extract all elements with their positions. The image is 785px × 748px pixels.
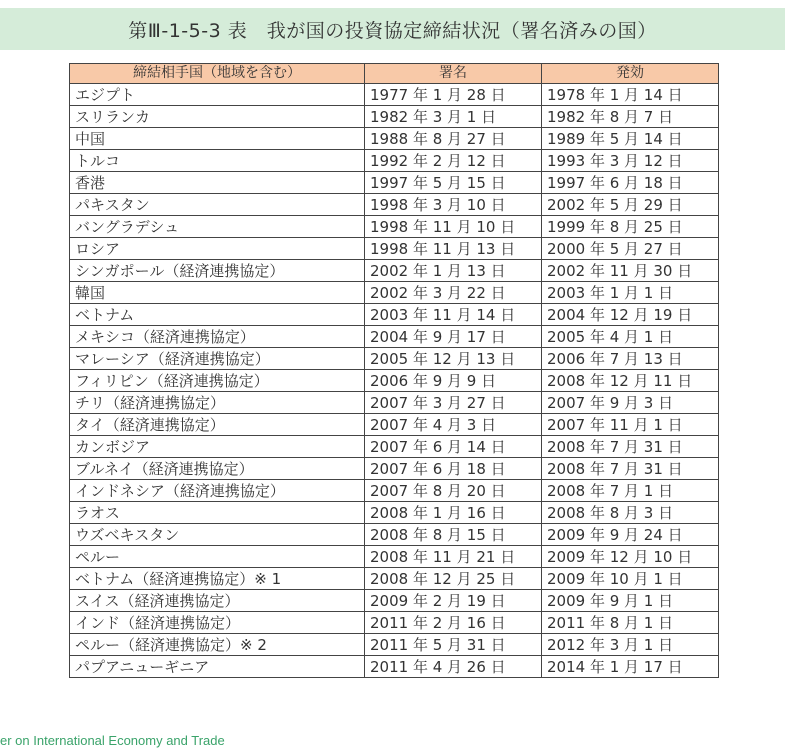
table-row xyxy=(70,326,719,348)
table-row xyxy=(70,634,719,656)
partner-cell: ベトナム xyxy=(70,304,365,326)
column-header-signed: 署名 xyxy=(365,64,542,84)
partner-cell: シンガポール（経済連携協定） xyxy=(70,260,365,282)
table-row xyxy=(70,458,719,480)
signed-date-cell: 2007 年 6 月 14 日 xyxy=(365,436,542,458)
investment-agreements-table xyxy=(69,63,719,678)
signed-date-cell: 2011 年 2 月 16 日 xyxy=(365,612,542,634)
partner-cell: マレーシア（経済連携協定） xyxy=(70,348,365,370)
effective-date-cell: 2006 年 7 月 13 日 xyxy=(542,348,719,370)
signed-date-cell: 2007 年 6 月 18 日 xyxy=(365,458,542,480)
column-header-partner: 締結相手国（地域を含む） xyxy=(70,64,365,84)
table-row xyxy=(70,392,719,414)
effective-date-cell: 2008 年 8 月 3 日 xyxy=(542,502,719,524)
effective-date-cell: 2009 年 12 月 10 日 xyxy=(542,546,719,568)
signed-date-cell: 2011 年 4 月 26 日 xyxy=(365,656,542,678)
partner-cell: フィリピン（経済連携協定） xyxy=(70,370,365,392)
signed-date-cell: 1992 年 2 月 12 日 xyxy=(365,150,542,172)
table-row xyxy=(70,480,719,502)
effective-date-cell: 2004 年 12 月 19 日 xyxy=(542,304,719,326)
signed-date-cell: 2007 年 8 月 20 日 xyxy=(365,480,542,502)
signed-date-cell: 1998 年 3 月 10 日 xyxy=(365,194,542,216)
table-row xyxy=(70,524,719,546)
table-row xyxy=(70,568,719,590)
signed-date-cell: 2004 年 9 月 17 日 xyxy=(365,326,542,348)
table-row xyxy=(70,502,719,524)
effective-date-cell: 2008 年 7 月 31 日 xyxy=(542,436,719,458)
signed-date-cell: 2002 年 3 月 22 日 xyxy=(365,282,542,304)
table-row xyxy=(70,172,719,194)
partner-cell: チリ（経済連携協定） xyxy=(70,392,365,414)
table-row xyxy=(70,150,719,172)
table-row xyxy=(70,612,719,634)
table-row xyxy=(70,414,719,436)
table-header-row xyxy=(70,64,719,84)
effective-date-cell: 2008 年 12 月 11 日 xyxy=(542,370,719,392)
effective-date-cell: 2012 年 3 月 1 日 xyxy=(542,634,719,656)
effective-date-cell: 1993 年 3 月 12 日 xyxy=(542,150,719,172)
effective-date-cell: 1982 年 8 月 7 日 xyxy=(542,106,719,128)
partner-cell: ブルネイ（経済連携協定） xyxy=(70,458,365,480)
effective-date-cell: 2007 年 9 月 3 日 xyxy=(542,392,719,414)
table-row xyxy=(70,128,719,150)
partner-cell: バングラデシュ xyxy=(70,216,365,238)
partner-cell: カンボジア xyxy=(70,436,365,458)
effective-date-cell: 2000 年 5 月 27 日 xyxy=(542,238,719,260)
effective-date-cell: 2009 年 10 月 1 日 xyxy=(542,568,719,590)
effective-date-cell: 2008 年 7 月 1 日 xyxy=(542,480,719,502)
title-band xyxy=(0,8,785,50)
partner-cell: パキスタン xyxy=(70,194,365,216)
column-header-effective: 発効 xyxy=(542,64,719,84)
partner-cell: 香港 xyxy=(70,172,365,194)
table-row xyxy=(70,546,719,568)
effective-date-cell: 1978 年 1 月 14 日 xyxy=(542,84,719,106)
partner-cell: インド（経済連携協定） xyxy=(70,612,365,634)
signed-date-cell: 2007 年 3 月 27 日 xyxy=(365,392,542,414)
effective-date-cell: 2014 年 1 月 17 日 xyxy=(542,656,719,678)
signed-date-cell: 2008 年 1 月 16 日 xyxy=(365,502,542,524)
effective-date-cell: 1999 年 8 月 25 日 xyxy=(542,216,719,238)
effective-date-cell: 2011 年 8 月 1 日 xyxy=(542,612,719,634)
effective-date-cell: 2009 年 9 月 1 日 xyxy=(542,590,719,612)
partner-cell: 中国 xyxy=(70,128,365,150)
signed-date-cell: 2003 年 11 月 14 日 xyxy=(365,304,542,326)
signed-date-cell: 2011 年 5 月 31 日 xyxy=(365,634,542,656)
table-row xyxy=(70,590,719,612)
table-body xyxy=(70,84,719,678)
partner-cell: ペルー（経済連携協定）※ 2 xyxy=(70,634,365,656)
partner-cell: タイ（経済連携協定） xyxy=(70,414,365,436)
table-row xyxy=(70,370,719,392)
table-row xyxy=(70,238,719,260)
table-row xyxy=(70,84,719,106)
partner-cell: トルコ xyxy=(70,150,365,172)
partner-cell: インドネシア（経済連携協定） xyxy=(70,480,365,502)
signed-date-cell: 2008 年 11 月 21 日 xyxy=(365,546,542,568)
effective-date-cell: 2003 年 1 月 1 日 xyxy=(542,282,719,304)
signed-date-cell: 1997 年 5 月 15 日 xyxy=(365,172,542,194)
effective-date-cell: 1997 年 6 月 18 日 xyxy=(542,172,719,194)
table-row xyxy=(70,304,719,326)
partner-cell: 韓国 xyxy=(70,282,365,304)
table-row xyxy=(70,194,719,216)
partner-cell: ペルー xyxy=(70,546,365,568)
footer-text: er on International Economy and Trade xyxy=(0,733,225,748)
signed-date-cell: 2008 年 8 月 15 日 xyxy=(365,524,542,546)
effective-date-cell: 2007 年 11 月 1 日 xyxy=(542,414,719,436)
partner-cell: ラオス xyxy=(70,502,365,524)
table-row xyxy=(70,216,719,238)
signed-date-cell: 2008 年 12 月 25 日 xyxy=(365,568,542,590)
partner-cell: スリランカ xyxy=(70,106,365,128)
effective-date-cell: 2009 年 9 月 24 日 xyxy=(542,524,719,546)
effective-date-cell: 2005 年 4 月 1 日 xyxy=(542,326,719,348)
partner-cell: ロシア xyxy=(70,238,365,260)
effective-date-cell: 2002 年 11 月 30 日 xyxy=(542,260,719,282)
table-row xyxy=(70,260,719,282)
partner-cell: メキシコ（経済連携協定） xyxy=(70,326,365,348)
partner-cell: ベトナム（経済連携協定）※ 1 xyxy=(70,568,365,590)
signed-date-cell: 1998 年 11 月 13 日 xyxy=(365,238,542,260)
signed-date-cell: 1977 年 1 月 28 日 xyxy=(365,84,542,106)
signed-date-cell: 2002 年 1 月 13 日 xyxy=(365,260,542,282)
signed-date-cell: 2007 年 4 月 3 日 xyxy=(365,414,542,436)
partner-cell: パプアニューギニア xyxy=(70,656,365,678)
partner-cell: スイス（経済連携協定） xyxy=(70,590,365,612)
signed-date-cell: 1998 年 11 月 10 日 xyxy=(365,216,542,238)
table-row xyxy=(70,282,719,304)
table-row xyxy=(70,348,719,370)
signed-date-cell: 1988 年 8 月 27 日 xyxy=(365,128,542,150)
table-row xyxy=(70,106,719,128)
signed-date-cell: 2009 年 2 月 19 日 xyxy=(365,590,542,612)
effective-date-cell: 2008 年 7 月 31 日 xyxy=(542,458,719,480)
signed-date-cell: 2006 年 9 月 9 日 xyxy=(365,370,542,392)
effective-date-cell: 2002 年 5 月 29 日 xyxy=(542,194,719,216)
page-title: 第Ⅲ-1-5-3 表 我が国の投資協定締結状況（署名済みの国） xyxy=(128,19,657,42)
signed-date-cell: 2005 年 12 月 13 日 xyxy=(365,348,542,370)
table-row xyxy=(70,656,719,678)
table-row xyxy=(70,436,719,458)
signed-date-cell: 1982 年 3 月 1 日 xyxy=(365,106,542,128)
partner-cell: エジプト xyxy=(70,84,365,106)
partner-cell: ウズベキスタン xyxy=(70,524,365,546)
effective-date-cell: 1989 年 5 月 14 日 xyxy=(542,128,719,150)
